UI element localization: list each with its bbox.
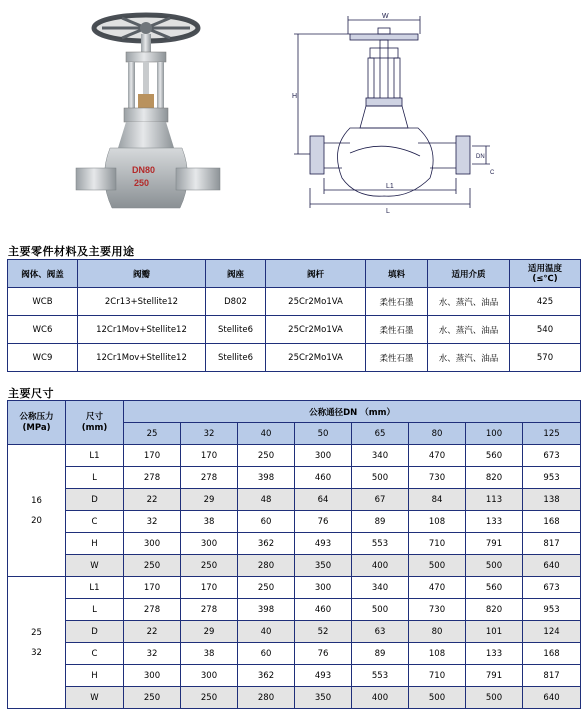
dimension-value: 400 [352, 687, 409, 709]
dimension-value: 29 [181, 489, 238, 511]
dimension-value: 350 [295, 687, 352, 709]
cell-packing-material: 柔性石墨 [366, 316, 428, 344]
header-pressure-line1: 公称压力 [19, 411, 54, 422]
header-packing: 填料 [366, 260, 428, 288]
cell-body-material: WC6 [8, 316, 78, 344]
dimension-value: 500 [466, 555, 523, 577]
dimension-value: 168 [523, 643, 581, 665]
dn-value-header: 25 [124, 423, 181, 445]
materials-section-title: 主要零件材料及主要用途 [8, 245, 135, 258]
dimension-value: 553 [352, 665, 409, 687]
dimension-value: 300 [295, 577, 352, 599]
dimension-value: 63 [352, 621, 409, 643]
dimension-value: 133 [466, 643, 523, 665]
cell-stem-material: 25Cr2Mo1VA [266, 316, 366, 344]
valve-section-drawing [290, 8, 500, 218]
cell-stem-material: 25Cr2Mo1VA [266, 288, 366, 316]
dimension-value: 278 [124, 467, 181, 489]
table-row [8, 445, 581, 467]
header-seat: 阀座 [206, 260, 266, 288]
dimension-value: 470 [409, 445, 466, 467]
header-temperature-line2: (≤℃) [532, 273, 558, 284]
size-label: D [66, 489, 124, 511]
dimension-value: 500 [466, 687, 523, 709]
table-row [8, 555, 581, 577]
table-row [8, 489, 581, 511]
dimension-value: 553 [352, 533, 409, 555]
dimension-value: 340 [352, 577, 409, 599]
table-row [8, 316, 581, 344]
cell-seat-material: Stellite6 [206, 344, 266, 372]
dimension-value: 60 [238, 643, 295, 665]
dimension-value: 791 [466, 665, 523, 687]
cell-seat-material: Stellite6 [206, 316, 266, 344]
dn-value-header: 125 [523, 423, 581, 445]
dimension-value: 673 [523, 445, 581, 467]
dimension-value: 170 [124, 445, 181, 467]
dim-label-dn: DN [476, 154, 485, 160]
dimension-value: 817 [523, 665, 581, 687]
table-row [8, 344, 581, 372]
materials-table [7, 259, 581, 372]
size-label: H [66, 665, 124, 687]
size-label: L1 [66, 577, 124, 599]
header-size-line1: 尺寸 [85, 411, 103, 422]
cell-medium: 水、蒸汽、油品 [428, 344, 510, 372]
table-row [8, 621, 581, 643]
dimension-value: 560 [466, 577, 523, 599]
dimension-value: 640 [523, 687, 581, 709]
dimensions-table [7, 400, 581, 709]
size-label: W [66, 687, 124, 709]
valve-photo [62, 8, 232, 218]
dim-label-c: C [490, 170, 495, 176]
dimension-value: 250 [181, 555, 238, 577]
dimension-value: 38 [181, 511, 238, 533]
dimension-value: 300 [124, 533, 181, 555]
photo-body-text-dn: DN80 [132, 165, 156, 175]
size-label: D [66, 621, 124, 643]
dimension-value: 38 [181, 643, 238, 665]
dimension-value: 673 [523, 577, 581, 599]
dimension-value: 133 [466, 511, 523, 533]
table-row [8, 511, 581, 533]
table-row [8, 533, 581, 555]
dimension-value: 250 [238, 445, 295, 467]
dimension-value: 280 [238, 687, 295, 709]
dimension-value: 64 [295, 489, 352, 511]
dimension-value: 278 [181, 599, 238, 621]
dimension-value: 500 [409, 687, 466, 709]
dimension-value: 29 [181, 621, 238, 643]
header-dn: 公称通径DN （mm） [124, 401, 581, 423]
pressure-cell [8, 445, 66, 577]
dimension-value: 67 [352, 489, 409, 511]
dimension-value: 250 [124, 687, 181, 709]
dimension-value: 76 [295, 511, 352, 533]
size-label: L [66, 599, 124, 621]
dimension-value: 108 [409, 511, 466, 533]
table-row [8, 288, 581, 316]
dimensions-header-row [8, 401, 581, 423]
dimension-value: 300 [124, 665, 181, 687]
header-temperature [510, 260, 581, 288]
dimension-value: 22 [124, 489, 181, 511]
dimension-value: 640 [523, 555, 581, 577]
dimension-value: 113 [466, 489, 523, 511]
pressure-value: 32 [31, 647, 42, 658]
dimension-value: 791 [466, 533, 523, 555]
dn-value-header: 32 [181, 423, 238, 445]
header-disc: 阀瓣 [78, 260, 206, 288]
dimension-value: 168 [523, 511, 581, 533]
header-medium: 适用介质 [428, 260, 510, 288]
size-label: C [66, 511, 124, 533]
table-row [8, 599, 581, 621]
table-row [8, 687, 581, 709]
dim-label-l1: L1 [386, 183, 394, 190]
cell-temperature: 570 [510, 344, 581, 372]
dn-value-header: 65 [352, 423, 409, 445]
dimension-value: 52 [295, 621, 352, 643]
dimension-value: 350 [295, 555, 352, 577]
table-row [8, 643, 581, 665]
cell-temperature: 425 [510, 288, 581, 316]
dimension-value: 60 [238, 511, 295, 533]
cell-medium: 水、蒸汽、油品 [428, 288, 510, 316]
header-temperature-line1: 适用温度 [527, 263, 562, 274]
dimension-value: 560 [466, 445, 523, 467]
dimension-value: 280 [238, 555, 295, 577]
cell-disc-material: 12Cr1Mov+Stellite12 [78, 344, 206, 372]
cell-disc-material: 2Cr13+Stellite12 [78, 288, 206, 316]
cell-body-material: WCB [8, 288, 78, 316]
dimension-value: 108 [409, 643, 466, 665]
dimension-value: 500 [352, 467, 409, 489]
dimension-value: 362 [238, 533, 295, 555]
dimension-value: 48 [238, 489, 295, 511]
dimension-value: 730 [409, 467, 466, 489]
header-size-line2: (mm) [81, 422, 108, 433]
dimension-value: 500 [352, 599, 409, 621]
dimension-value: 953 [523, 467, 581, 489]
cell-temperature: 540 [510, 316, 581, 344]
dimension-value: 300 [295, 445, 352, 467]
dimension-value: 89 [352, 511, 409, 533]
dn-value-header: 40 [238, 423, 295, 445]
dimension-value: 278 [181, 467, 238, 489]
dimension-value: 138 [523, 489, 581, 511]
dn-value-header: 80 [409, 423, 466, 445]
dimension-value: 101 [466, 621, 523, 643]
dimension-value: 710 [409, 533, 466, 555]
dimension-value: 398 [238, 467, 295, 489]
dimension-value: 80 [409, 621, 466, 643]
dimension-value: 250 [181, 687, 238, 709]
cell-seat-material: D802 [206, 288, 266, 316]
dimension-value: 493 [295, 665, 352, 687]
cell-packing-material: 柔性石墨 [366, 344, 428, 372]
dimension-value: 170 [181, 577, 238, 599]
header-pressure [8, 401, 66, 445]
dimension-value: 32 [124, 643, 181, 665]
dim-label-w: W [382, 13, 389, 20]
dimension-value: 817 [523, 533, 581, 555]
dimension-value: 76 [295, 643, 352, 665]
table-row [8, 577, 581, 599]
dimension-value: 84 [409, 489, 466, 511]
dn-value-header: 100 [466, 423, 523, 445]
dimension-value: 500 [409, 555, 466, 577]
dimension-value: 710 [409, 665, 466, 687]
cell-packing-material: 柔性石墨 [366, 288, 428, 316]
photo-body-text-pressure: 250 [134, 178, 150, 188]
dimension-value: 250 [124, 555, 181, 577]
dimension-value: 300 [181, 533, 238, 555]
cell-stem-material: 25Cr2Mo1VA [266, 344, 366, 372]
dim-label-h: H [292, 93, 298, 100]
dimensions-section-title: 主要尺寸 [8, 387, 54, 400]
pressure-value: 16 [31, 495, 42, 506]
size-label: L [66, 467, 124, 489]
header-body: 阀体、阀盖 [8, 260, 78, 288]
dimension-value: 278 [124, 599, 181, 621]
header-size [66, 401, 124, 445]
dimension-value: 730 [409, 599, 466, 621]
size-label: W [66, 555, 124, 577]
pressure-cell [8, 577, 66, 709]
dimension-value: 400 [352, 555, 409, 577]
dimension-value: 470 [409, 577, 466, 599]
dimension-value: 40 [238, 621, 295, 643]
table-row [8, 665, 581, 687]
table-row [8, 467, 581, 489]
dimension-value: 89 [352, 643, 409, 665]
cell-disc-material: 12Cr1Mov+Stellite12 [78, 316, 206, 344]
dimension-value: 460 [295, 599, 352, 621]
size-label: C [66, 643, 124, 665]
dimension-value: 32 [124, 511, 181, 533]
dimension-value: 820 [466, 599, 523, 621]
dimension-value: 398 [238, 599, 295, 621]
cell-medium: 水、蒸汽、油品 [428, 316, 510, 344]
dimension-value: 362 [238, 665, 295, 687]
dimension-value: 493 [295, 533, 352, 555]
materials-header-row [8, 260, 581, 288]
header-stem: 阀杆 [266, 260, 366, 288]
dn-value-header: 50 [295, 423, 352, 445]
dimension-value: 170 [124, 577, 181, 599]
dimension-value: 340 [352, 445, 409, 467]
size-label: H [66, 533, 124, 555]
dim-label-l: L [386, 208, 390, 215]
dimension-value: 250 [238, 577, 295, 599]
header-pressure-line2: (MPa) [22, 422, 51, 433]
dimension-value: 22 [124, 621, 181, 643]
dimension-value: 953 [523, 599, 581, 621]
dimension-value: 300 [181, 665, 238, 687]
pressure-value: 25 [31, 627, 42, 638]
size-label: L1 [66, 445, 124, 467]
dimension-value: 460 [295, 467, 352, 489]
pressure-value: 20 [31, 515, 42, 526]
dimension-value: 170 [181, 445, 238, 467]
dimension-value: 124 [523, 621, 581, 643]
cell-body-material: WC9 [8, 344, 78, 372]
dimension-value: 820 [466, 467, 523, 489]
